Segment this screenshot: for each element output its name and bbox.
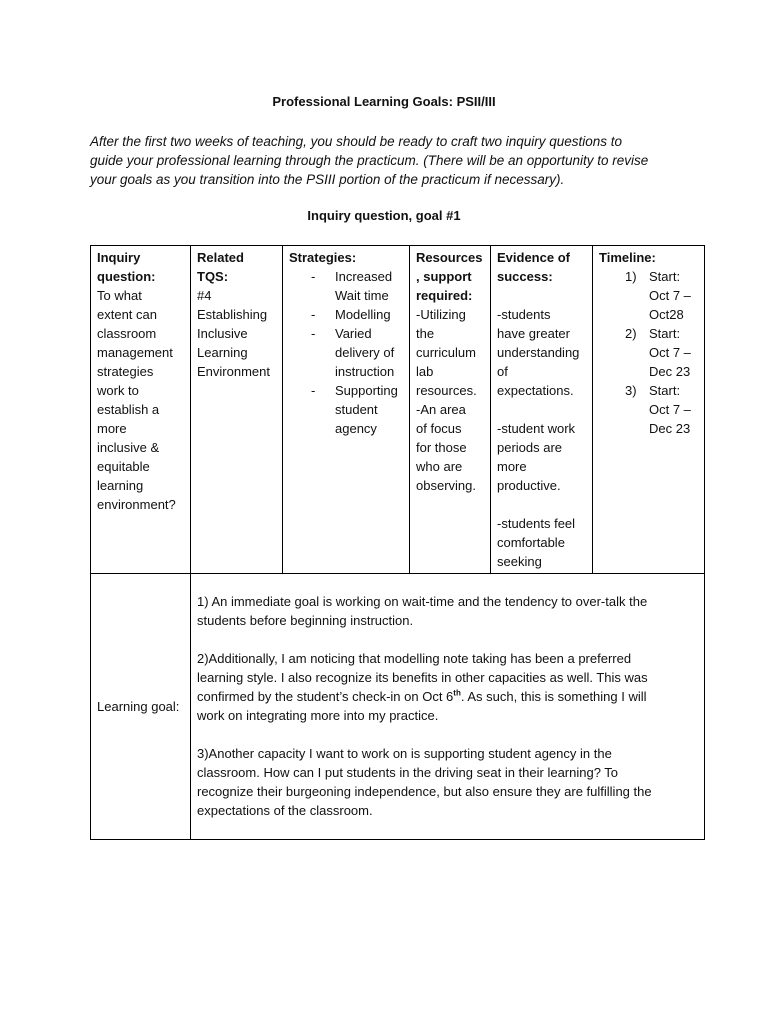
goal-paragraph-1 (197, 592, 698, 630)
cell-text: classroom (97, 326, 157, 341)
goal-paragraph-2 (197, 649, 698, 725)
cell-text: -students (497, 307, 551, 322)
paragraph-line: recognize their burgeoning independence, but also ensure they are fulfilling the (197, 784, 652, 799)
learning-goal-label: Learning goal: (97, 699, 180, 714)
cell-text: the (416, 326, 435, 341)
cell-text: delivery of (335, 345, 395, 360)
header-text: Timeline: (599, 250, 656, 265)
section-title: Inquiry question, goal #1 (307, 208, 461, 223)
cell-text: -Utilizing (416, 307, 466, 322)
item-number: 2) (625, 326, 637, 341)
header-text: Resources (416, 250, 483, 265)
intro-paragraph (90, 132, 690, 189)
inquiry-goal-table (90, 245, 705, 840)
item-number: 3) (625, 383, 637, 398)
header-text: question: (97, 269, 156, 284)
cell-text: of (497, 364, 508, 379)
header-text: Inquiry (97, 250, 141, 265)
header-text: TQS: (197, 269, 229, 284)
cell-text: Wait time (335, 288, 389, 303)
cell-text: work to (97, 383, 139, 398)
page-title: Professional Learning Goals: PSII/III (272, 94, 496, 109)
cell-text: Supporting (335, 383, 398, 398)
cell-text: Inclusive (197, 326, 248, 341)
cell-text: establish a (97, 402, 160, 417)
cell-text: student (335, 402, 378, 417)
goal-paragraph-3 (197, 744, 698, 820)
cell-text: Varied (335, 326, 372, 341)
table-row (91, 574, 705, 840)
cell-text: observing. (416, 478, 476, 493)
inquiry-question-cell (91, 246, 191, 574)
paragraph-line (197, 687, 698, 706)
table-row (91, 246, 705, 574)
list-item: - Varied delivery of instruction (289, 324, 403, 381)
cell-text: resources. (416, 383, 477, 398)
cell-text: for those (416, 440, 467, 455)
cell-text: understanding (497, 345, 580, 360)
evidence-cell (491, 246, 593, 574)
paragraph-line: 3)Another capacity I want to work on is supporting student agency in the (197, 746, 612, 761)
cell-text: of focus (416, 421, 462, 436)
list-item: - Modelling (289, 305, 403, 324)
cell-text: curriculum (416, 345, 476, 360)
resources-cell (410, 246, 491, 574)
intro-line: your goals as you transition into the PSIII portion of the practicum if necessary). (90, 172, 565, 187)
cell-text: Environment (197, 364, 270, 379)
cell-text: inclusive & (97, 440, 160, 455)
paragraph-line: work on integrating more into my practice. (197, 708, 439, 723)
header-text: required: (416, 288, 473, 303)
cell-text: extent can (97, 307, 157, 322)
cell-text: -student work (497, 421, 576, 436)
header-text: Strategies: (289, 250, 357, 265)
cell-text: Start: (649, 383, 681, 398)
cell-text: Oct28 (649, 307, 684, 322)
cell-text: more (97, 421, 127, 436)
list-item (599, 381, 698, 438)
cell-text: instruction (335, 364, 395, 379)
list-item: - Increased Wait time (289, 267, 403, 305)
cell-text: Increased (335, 269, 393, 284)
strategies-cell (283, 246, 410, 574)
cell-text: learning (97, 478, 144, 493)
header-text: , support (416, 269, 472, 284)
cell-text: -An area (416, 402, 466, 417)
header-text: success: (497, 269, 553, 284)
cell-text: management (97, 345, 173, 360)
cell-text: have greater (497, 326, 570, 341)
cell-text: Start: (649, 269, 681, 284)
cell-text: Learning (197, 345, 248, 360)
paragraph-line: learning style. I also recognize its benefits in other capacities as well. This was (197, 670, 648, 685)
cell-text: comfortable (497, 535, 565, 550)
learning-goal-text-cell (191, 574, 705, 840)
header-text: Related (197, 250, 244, 265)
intro-line: After the first two weeks of teaching, you should be ready to craft two inquiry questions to (90, 134, 623, 149)
related-tqs-cell (191, 246, 283, 574)
paragraph-line: students before beginning instruction. (197, 613, 414, 628)
item-number: 1) (625, 269, 637, 284)
paragraph-text: confirmed by the student’s check-in on Oct 6 (197, 689, 454, 704)
learning-goal-label-cell (91, 574, 191, 840)
header-text: Evidence of (497, 250, 570, 265)
cell-text: Oct 7 – (649, 345, 691, 360)
paragraph-text: . As such, this is something I will (460, 689, 647, 704)
cell-text: #4 (197, 288, 212, 303)
ordinal-suffix: th (453, 688, 461, 698)
cell-text: who are (416, 459, 463, 474)
cell-text: expectations. (497, 383, 574, 398)
list-item (599, 267, 698, 324)
cell-text: equitable (97, 459, 150, 474)
cell-text: Dec 23 (649, 364, 691, 379)
cell-text: environment? (97, 497, 176, 512)
strategies-list (289, 267, 403, 438)
cell-text: Start: (649, 326, 681, 341)
list-item (599, 324, 698, 381)
intro-line: guide your professional learning through the practicum. (There will be an opportunity to revise (90, 153, 649, 168)
timeline-cell (593, 246, 705, 574)
cell-text: Establishing (197, 307, 268, 322)
list-item: - Supporting student agency (289, 381, 403, 438)
cell-text: strategies (97, 364, 154, 379)
cell-text: To what (97, 288, 142, 303)
cell-text: Oct 7 – (649, 288, 691, 303)
cell-text: more (497, 459, 527, 474)
paragraph-line: 2)Additionally, I am noticing that modelling note taking has been a preferred (197, 651, 632, 666)
cell-text: productive. (497, 478, 561, 493)
paragraph-line: classroom. How can I put students in the driving seat in their learning? To (197, 765, 619, 780)
cell-text: -students feel (497, 516, 576, 531)
cell-text: seeking (497, 554, 542, 569)
cell-text: Oct 7 – (649, 402, 691, 417)
cell-text: Modelling (335, 307, 391, 322)
cell-text: Dec 23 (649, 421, 691, 436)
cell-text: periods are (497, 440, 563, 455)
cell-text: agency (335, 421, 377, 436)
paragraph-line: expectations of the classroom. (197, 803, 373, 818)
timeline-list (599, 267, 698, 438)
cell-text: lab (416, 364, 434, 379)
paragraph-line: 1) An immediate goal is working on wait-time and the tendency to over-talk the (197, 594, 648, 609)
